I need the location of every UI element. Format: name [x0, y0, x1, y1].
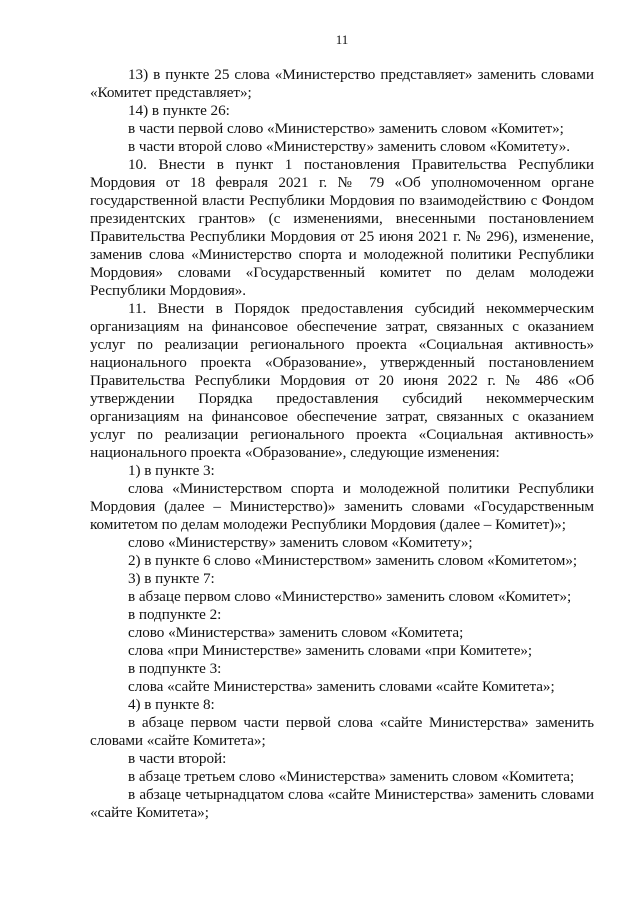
paragraph: в абзаце первом слово «Министерство» заменить словом «Комитет»; [128, 588, 572, 605]
page-number: 11 [335, 32, 349, 47]
paragraph: 4) в пункте 8: [128, 696, 215, 713]
document-body [90, 66, 594, 822]
paragraph: слово «Министерству» заменить словом «Комитету»; [128, 534, 473, 551]
paragraph: слово «Министерства» заменить словом «Комитета; [128, 624, 464, 641]
paragraph: 13) в пункте 25 слова «Министерство представляет» заменить словами «Комитет представляет»; [90, 66, 594, 101]
paragraph: в подпункте 3: [128, 660, 222, 677]
paragraph: слова «при Министерстве» заменить словами «при Комитете»; [128, 642, 533, 659]
paragraph: 10. Внести в пункт 1 постановления Правительства Республики Мордовия от 18 февраля 2021 г. № 79 «Об уполномоченном органе государственной власти Республики Мордовия по взаимодействию с Фондом президентских грантов» (с изменениями, внесенными постановлением Правительства Республики Мордовия от 25 июня 2021 г. № 296), изменение, заменив слова «Министерство спорта и молодежной политики Республики Мордовия» словами «Государственный комитет по делам молодежи Республики Мордовия». [90, 156, 594, 299]
paragraph: 2) в пункте 6 слово «Министерством» заменить словом «Комитетом»; [128, 552, 578, 569]
paragraph: 3) в пункте 7: [128, 570, 215, 587]
paragraph: в абзаце третьем слово «Министерства» заменить словом «Комитета; [128, 768, 575, 785]
paragraph: 14) в пункте 26: [128, 102, 230, 119]
paragraph: 1) в пункте 3: [128, 462, 215, 479]
paragraph: слова «сайте Министерства» заменить словами «сайте Комитета»; [128, 678, 555, 695]
paragraph: в части второй: [128, 750, 227, 767]
paragraph: в абзаце первом части первой слова «сайте Министерства» заменить словами «сайте Комитета»; [90, 714, 594, 749]
paragraph: в подпункте 2: [128, 606, 222, 623]
paragraph: 11. Внести в Порядок предоставления субсидий некоммерческим организациям на финансовое обеспечение затрат, связанных с оказанием услуг по реализации регионального проекта «Социальная активность» национального проекта «Образование», утвержденный постановлением Правительства Республики Мордовия от 20 июня 2022 г. № 486 «Об утверждении Порядка предоставления субсидий некоммерческим организациям на финансовое обеспечение затрат, связанных с оказанием услуг по реализации регионального проекта «Социальная активность» национального проекта «Образование», следующие изменения: [90, 300, 594, 461]
paragraph: в абзаце четырнадцатом слова «сайте Министерства» заменить словами «сайте Комитета»; [90, 786, 594, 821]
paragraph: в части второй слово «Министерству» заменить словом «Комитету». [128, 138, 570, 155]
paragraph: в части первой слово «Министерство» заменить словом «Комитет»; [128, 120, 564, 137]
paragraph: слова «Министерством спорта и молодежной политики Республики Мордовия (далее – Министерство)» заменить словами «Государственным комитетом по делам молодежи Республики Мордовия (далее – Комитет)»; [90, 480, 594, 533]
